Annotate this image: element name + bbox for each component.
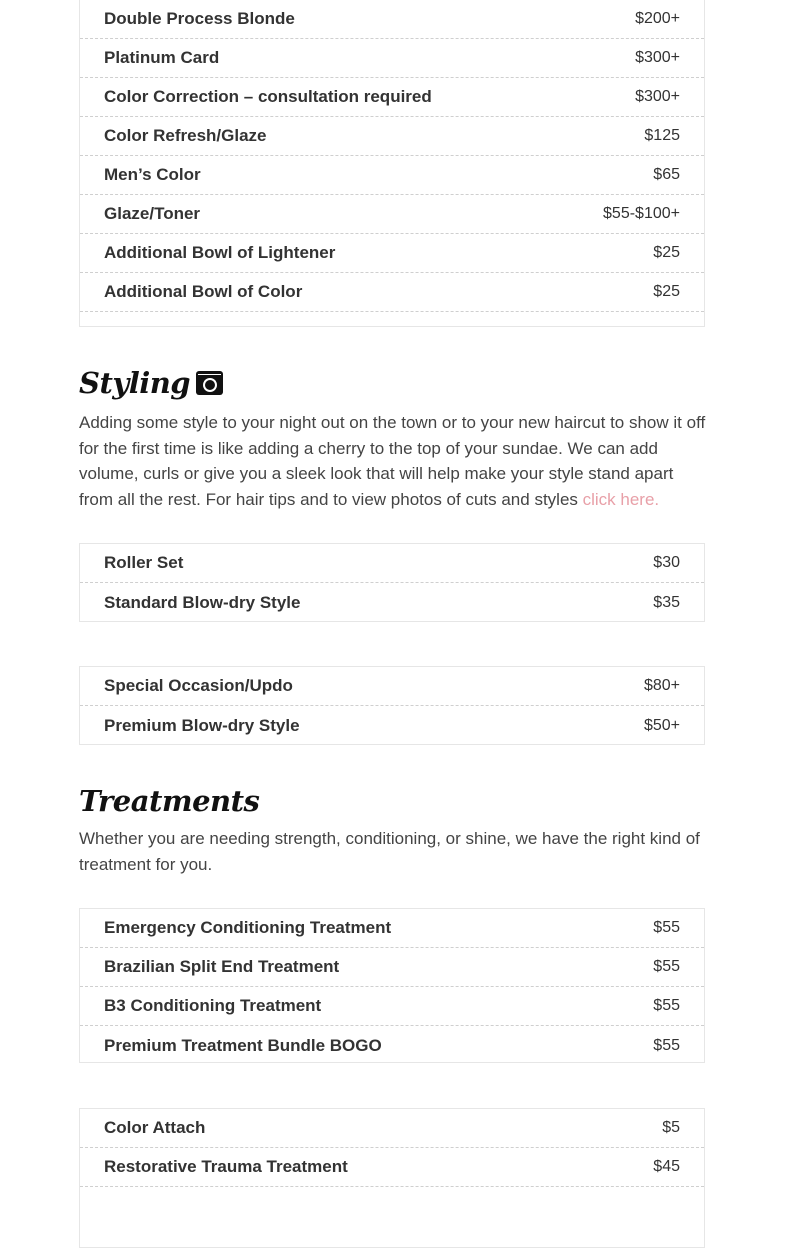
treatments-price-table-1 xyxy=(79,908,705,1063)
price-row xyxy=(80,987,704,1026)
service-price: $5 xyxy=(662,1119,680,1136)
service-price: $55 xyxy=(653,997,680,1014)
service-price: $55 xyxy=(653,1036,680,1054)
service-price: $55 xyxy=(653,919,680,936)
price-row xyxy=(80,706,704,745)
service-price: $300+ xyxy=(635,88,680,105)
service-price: $55 xyxy=(653,958,680,975)
service-price: $35 xyxy=(653,593,680,611)
service-price: $80+ xyxy=(643,677,680,694)
service-name: Standard Blow-dry Style xyxy=(104,592,301,612)
service-price: $25 xyxy=(653,244,680,261)
service-price: $50+ xyxy=(643,716,680,734)
service-name: Additional Bowl of Color xyxy=(104,282,303,301)
price-row xyxy=(80,1109,704,1148)
service-name: Platinum Card xyxy=(104,48,220,67)
service-name: Brazilian Split End Treatment xyxy=(104,957,340,976)
camera-icon xyxy=(196,371,223,395)
service-name: Restorative Trauma Treatment xyxy=(104,1157,348,1176)
price-row xyxy=(80,544,704,583)
styling-description xyxy=(79,410,709,512)
service-name: Men’s Color xyxy=(104,165,201,184)
price-row xyxy=(80,195,704,234)
click-here-link[interactable]: click here. xyxy=(582,489,660,509)
styling-text: Adding some style to your night out on the town or to your new haircut to show it off for the first time is like adding a cherry to the top of your sundae. We can add volume, curls or give you a sleek look that will help make your style stand apart from all the rest. For hair tips and to view photos of cuts and styles xyxy=(79,413,706,509)
treatments-title: Treatments xyxy=(79,784,260,818)
service-name: Premium Blow-dry Style xyxy=(104,715,300,735)
service-name: Color Refresh/Glaze xyxy=(104,126,267,145)
service-price: $300+ xyxy=(635,49,680,66)
service-name: Emergency Conditioning Treatment xyxy=(104,918,392,937)
styling-price-table-2 xyxy=(79,666,705,745)
color-price-table xyxy=(79,0,705,327)
service-name: Double Process Blonde xyxy=(104,9,295,28)
service-name: Glaze/Toner xyxy=(104,204,201,223)
price-row xyxy=(80,667,704,706)
service-name: Premium Treatment Bundle BOGO xyxy=(104,1035,382,1055)
service-name: Color Attach xyxy=(104,1118,206,1137)
service-price: $25 xyxy=(653,283,680,300)
service-name: Additional Bowl of Lightener xyxy=(104,243,336,262)
price-row xyxy=(80,156,704,195)
price-row xyxy=(80,273,704,312)
price-row xyxy=(80,909,704,948)
price-row xyxy=(80,234,704,273)
service-price: $55-$100+ xyxy=(603,205,680,222)
price-row xyxy=(80,0,704,39)
styling-title: Styling xyxy=(79,366,191,400)
styling-heading xyxy=(79,366,223,400)
treatments-price-table-2 xyxy=(79,1108,705,1248)
service-price: $125 xyxy=(644,127,680,144)
treatments-description: Whether you are needing strength, conditioning, or shine, we have the right kind of treatment for you. xyxy=(79,829,700,874)
service-name: Roller Set xyxy=(104,553,184,572)
price-row xyxy=(80,117,704,156)
styling-price-table-1 xyxy=(79,543,705,622)
service-price: $200+ xyxy=(635,10,680,27)
price-row xyxy=(80,1026,704,1065)
price-row xyxy=(80,583,704,622)
service-price: $45 xyxy=(653,1158,680,1175)
service-name: B3 Conditioning Treatment xyxy=(104,996,322,1015)
price-row xyxy=(80,39,704,78)
service-price: $30 xyxy=(653,554,680,571)
service-price: $65 xyxy=(653,166,680,183)
treatments-heading xyxy=(79,784,259,818)
price-row xyxy=(80,78,704,117)
price-row xyxy=(80,948,704,987)
price-row xyxy=(80,1148,704,1187)
service-name: Color Correction – consultation required xyxy=(104,87,432,106)
service-name: Special Occasion/Updo xyxy=(104,676,293,695)
